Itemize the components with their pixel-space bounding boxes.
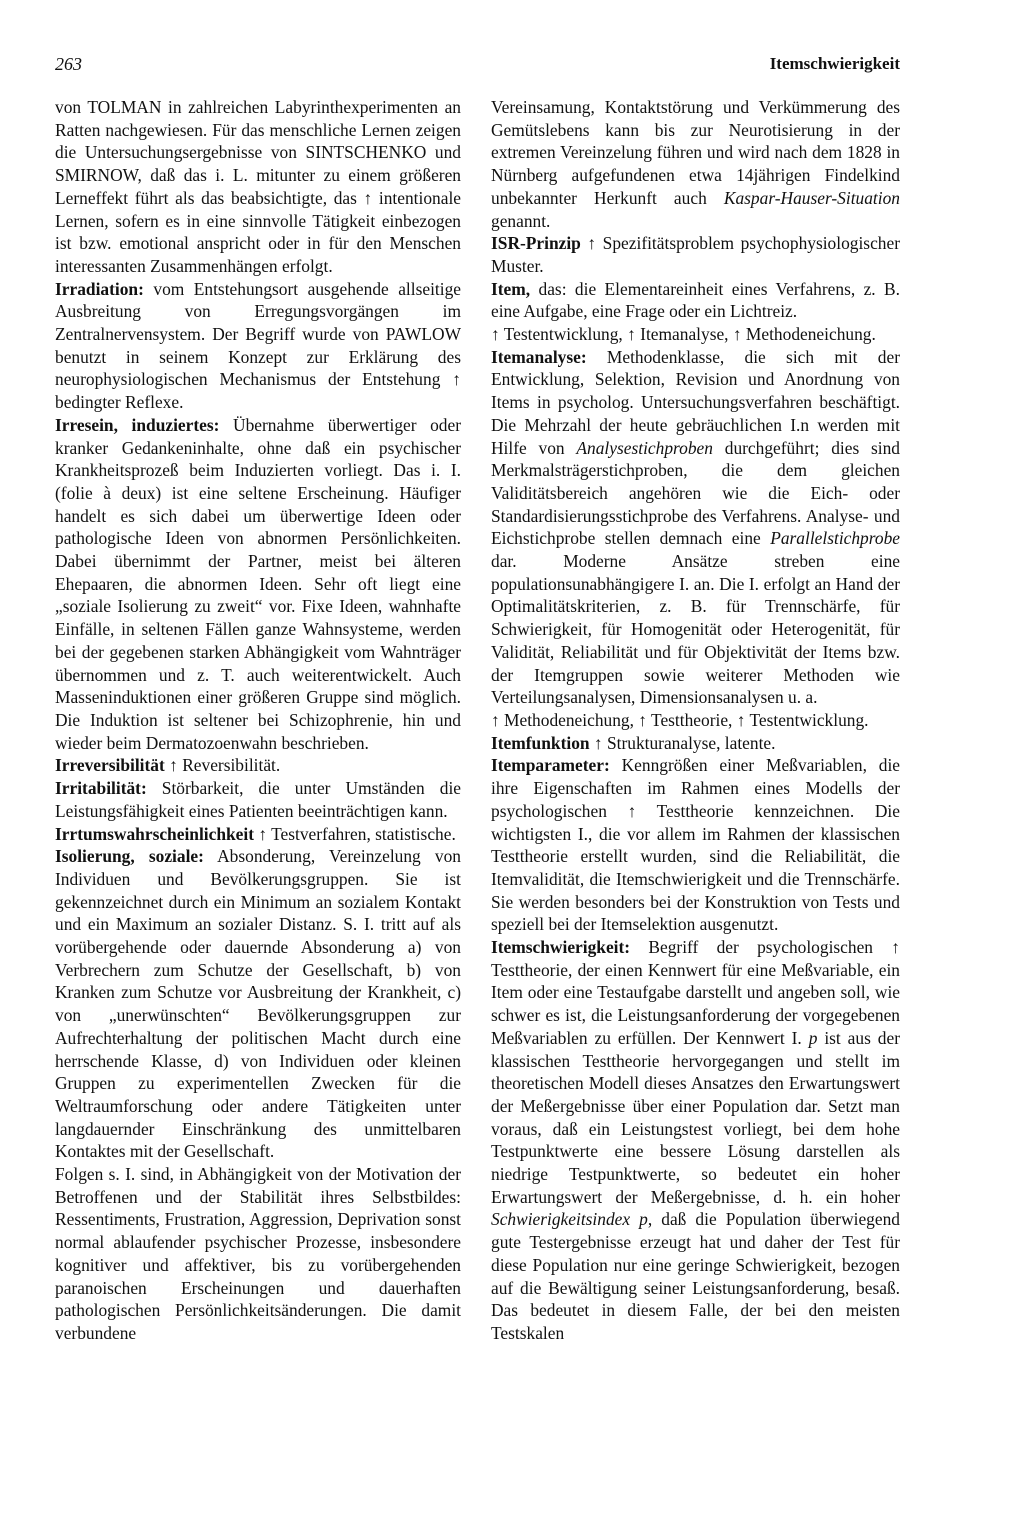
left-column bbox=[55, 96, 461, 1345]
entry-text: Kenngrößen einer Meßvariablen, die ihre Eigenschaften im Rahmen eines Modells der psychologischen ↑ Testtheorie kennzeichnen. Die wichtigsten I., die vor allem im Rahmen der klassischen Testtheorie erstellt wurden, sind die Reliabilität, die Itemvalidität, die Itemschwierigkeit und die Trennschärfe. Sie werden besonders bei der Konstruktion von Tests und speziell bei der Itemselektion ausgenutzt. bbox=[491, 755, 900, 935]
entry-term: ISR-Prinzip bbox=[491, 233, 581, 254]
entry-text: , daß die Population überwiegend gute Testergebnisse erzeugt hat und daher der Test für diese Population nur eine geringe Schwierigkeit, bezogen auf die Bewältigung seiner Leistungsanforderung, besaß. Das bedeutet in diesem Falle, der bei den meisten Testskalen bbox=[491, 1209, 900, 1343]
entry-term: Irradiation: bbox=[55, 278, 144, 299]
continuation-paragraph bbox=[55, 96, 461, 278]
entry-term: Irritabilität: bbox=[55, 778, 147, 799]
italic-term: Analysestichproben bbox=[576, 437, 713, 458]
entry-text: das: die Elementareinheit eines Verfahrens, z. B. eine Aufgabe, eine Frage oder ein Lichtreiz. bbox=[491, 278, 900, 322]
entry-irritabilitaet bbox=[55, 777, 461, 822]
entry-text: Begriff der psychologischen ↑ Testtheorie, der einen Kennwert für eine Meßvariable, ein Item oder eine Testaufgabe darstellt und angeben soll, wie schwer es ist, die Leistungsanforderung der vorgegebenen Meßvariablen zu erfüllen. Der Kennwert I. bbox=[491, 937, 900, 1048]
italic-term: Schwierigkeitsindex p bbox=[491, 1209, 648, 1230]
cross-references: ↑ Methodeneichung, ↑ Testtheorie, ↑ Testentwicklung. bbox=[491, 709, 869, 730]
continuation-text: Vereinsamung, Kontaktstörung und Verkümmerung des Gemütslebens kann bis zur Neurotisierung in der extremen Vereinzelung führen und wird nach dem 1828 in Nürnberg aufgefundenen etwa 14jährigen Findelkind unbekannter Herkunft auch bbox=[491, 97, 900, 208]
continuation-paragraph bbox=[491, 96, 900, 232]
page-number: 263 bbox=[55, 54, 82, 74]
entry-term: Itemschwierigkeit: bbox=[491, 937, 631, 958]
entry-text: vom Entstehungsort ausgehende allseitige Ausbreitung von Erregungsvorgängen im Zentralnervensystem. Der Begriff wurde von PAWLOW benutzt in seinem Konzept zur Erklärung des neurophysiologischen Mechanismus der Entstehung ↑ bedingter Reflexe. bbox=[55, 278, 461, 413]
entry-text: ↑ Spezifitätsproblem psychophysiologischer Muster. bbox=[491, 233, 900, 276]
entry-text: Folgen s. I. sind, in Abhängigkeit von der Motivation der Betroffenen und der Stabilität ihres Selbstbildes: Ressentiments, Frustration, Aggression, Deprivation sonst normal ablaufender psychischer Prozesse, insbesondere kognitiver und affektiver, bis zu vorübergehenden paranoischen Erscheinungen und dauerhaften pathologischen Persönlichkeitsänderungen. Die damit verbundene bbox=[55, 1164, 461, 1343]
entry-term: Itemparameter: bbox=[491, 755, 610, 776]
entry-item bbox=[491, 278, 900, 323]
entry-irreversibilitaet bbox=[55, 754, 461, 777]
entry-text: ist aus der klassischen Testtheorie hervorgegangen und stellt im theoretischen Modell dieses Ansatzes den Erwartungswert der Meßergebnisse über einer Population dar. Setzt man voraus, daß ein Leistungstest vorliegt, bei dem hohe Testpunktwerte eine bessere Lösung darstellen als niedrige Testpunktwerte, so bedeutet ein hoher Erwartungswert der Meßergebnisse, d. h. ein hoher bbox=[491, 1027, 900, 1207]
italic-term: Kaspar-Hauser-Situation bbox=[723, 187, 900, 208]
entry-itemanalyse-refs bbox=[491, 709, 900, 732]
entry-itemfunktion bbox=[491, 732, 900, 755]
cross-references: ↑ Testentwicklung, ↑ Itemanalyse, ↑ Methodeneichung. bbox=[491, 324, 876, 345]
entry-text: Störbarkeit, die unter Umständen die Leistungsfähigkeit eines Patienten beeinträchtigen kann. bbox=[55, 778, 461, 821]
italic-term: Parallelstichprobe bbox=[770, 528, 900, 549]
entry-term: Irrtumswahrscheinlichkeit bbox=[55, 823, 255, 844]
entry-text: Methodenklasse, die sich mit der Entwicklung, Selektion, Revision und Anordnung von Items in psycholog. Untersuchungsverfahren beschäftigt. Die Mehrzahl der heute gebräuchlichen I.n werden mit Hilfe von bbox=[491, 346, 900, 458]
entry-term: Irresein, induziertes: bbox=[55, 414, 220, 435]
entry-text: ↑ Testverfahren, statistische. bbox=[254, 823, 456, 844]
entry-text: dar. Moderne Ansätze streben eine populationsunabhängigere I. an. Die I. erfolgt an Hand der Optimalitätskriterien, z. B. für Trennschärfe, für Schwierigkeit, für Homogenität oder Heterogenität, für Validität, Reliabilität und für Objektivität der Items bzw. der Itemgruppen sowie weiterer Methoden wie Verteilungsanalysen, Dimensionsanalysen u. a. bbox=[491, 551, 900, 708]
entry-text: ↑ Reversibilität. bbox=[164, 755, 281, 776]
entry-term: Itemanalyse: bbox=[491, 346, 587, 367]
entry-folgen-paragraph bbox=[55, 1163, 461, 1345]
right-column bbox=[491, 96, 900, 1345]
entry-text: Absonderung, Vereinzelung von Individuen und Bevölkerungsgruppen. Sie ist gekennzeichnet durch ein Minimum an sozialem Kontakt und ein Maximum an sozialer Distanz. S. I. tritt auf als vorübergehende oder dauernde Absonderung a) von Verbrechern zum Schutze der Gesellschaft, b) von Kranken zum Schutze vor Ausbreitung der Krankheit, c) von „unerwünschten“ Bevölkerungsgruppen zur Aufrechterhaltung der politischen Macht durch eine herrschende Klasse, d) von Individuen oder kleinen Gruppen zu experimentellen Zwecken für die Weltraumforschung oder andere Tätigkeiten unter langdauernder Einschränkung des unmittelbaren Kontaktes mit der Gesellschaft. bbox=[55, 846, 461, 1162]
entry-text: Übernahme überwertiger oder kranker Gedankeninhalte, ohne daß ein psychischer Krankheitsprozeß beim Induzierten vorliegt. Das i. I. (folie à deux) ist eine seltene Erscheinung. Häufiger handelt es sich dabei um überwertige Ideen oder pathologische Ideen von abnormen Persönlichkeiten. Dabei übernimmt der Partner, meist bei älteren Ehepaaren, die abnormen Ideen. Sehr oft liegt eine „soziale Isolierung zu zweit“ vor. Fixe Ideen, wahnhafte Einfälle, in seltenen Fällen ganze Wahnsysteme, werden bei der gegebenen starken Abhängigkeit vom Wahnträger übernommen und z. T. auch weiterentwickelt. Auch Masseninduktionen einer größeren Gruppe sind möglich. Die Induktion ist seltener bei Schizophrenie, hin und wieder beim Dermatozoenwahn beschrieben. bbox=[55, 414, 462, 753]
entry-term: Irreversibilität bbox=[55, 755, 165, 776]
entry-term: Isolierung, soziale: bbox=[55, 846, 204, 867]
entry-text: durchgeführt; dies sind Merkmalsträgerstichproben, die dem gleichen Validitätsbereich angehören wie die Eich- oder Standardisierungsstichprobe des Verfahrens. Analyse- und Eichstichprobe stellen demnach eine bbox=[491, 437, 900, 549]
entry-item-refs bbox=[491, 323, 900, 346]
entry-term: Item, bbox=[491, 278, 531, 299]
continuation-text: genannt. bbox=[491, 210, 551, 231]
continuation-text: von TOLMAN in zahlreichen Labyrinthexperimenten an Ratten nachgewiesen. Für das menschliche Lernen zeigen die Untersuchungsergebnisse von SINTSCHENKO und SMIRNOW, daß das i. L. mitunter zu einem größeren Lerneffekt führt als das beabsichtigte, das ↑ intentionale Lernen, sofern es in eine sinnvolle Tätigkeit einbezogen ist bzw. emotional anspricht oder in für den Menschen interessanten Zusammenhängen erfolgt. bbox=[55, 97, 461, 276]
entry-itemschwierigkeit bbox=[491, 936, 900, 1345]
entry-isr-prinzip bbox=[491, 232, 900, 277]
entry-irresein bbox=[55, 414, 461, 755]
entry-irradiation bbox=[55, 278, 461, 414]
entry-itemparameter bbox=[491, 754, 900, 936]
entry-text: ↑ Strukturanalyse, latente. bbox=[589, 732, 776, 753]
running-head: Itemschwierigkeit bbox=[769, 54, 900, 73]
entry-itemanalyse bbox=[491, 346, 900, 709]
entry-term: Itemfunktion bbox=[491, 732, 590, 753]
entry-irrtumswahrscheinlichkeit bbox=[55, 823, 461, 846]
italic-term: p bbox=[808, 1027, 818, 1048]
entry-isolierung bbox=[55, 845, 461, 1163]
